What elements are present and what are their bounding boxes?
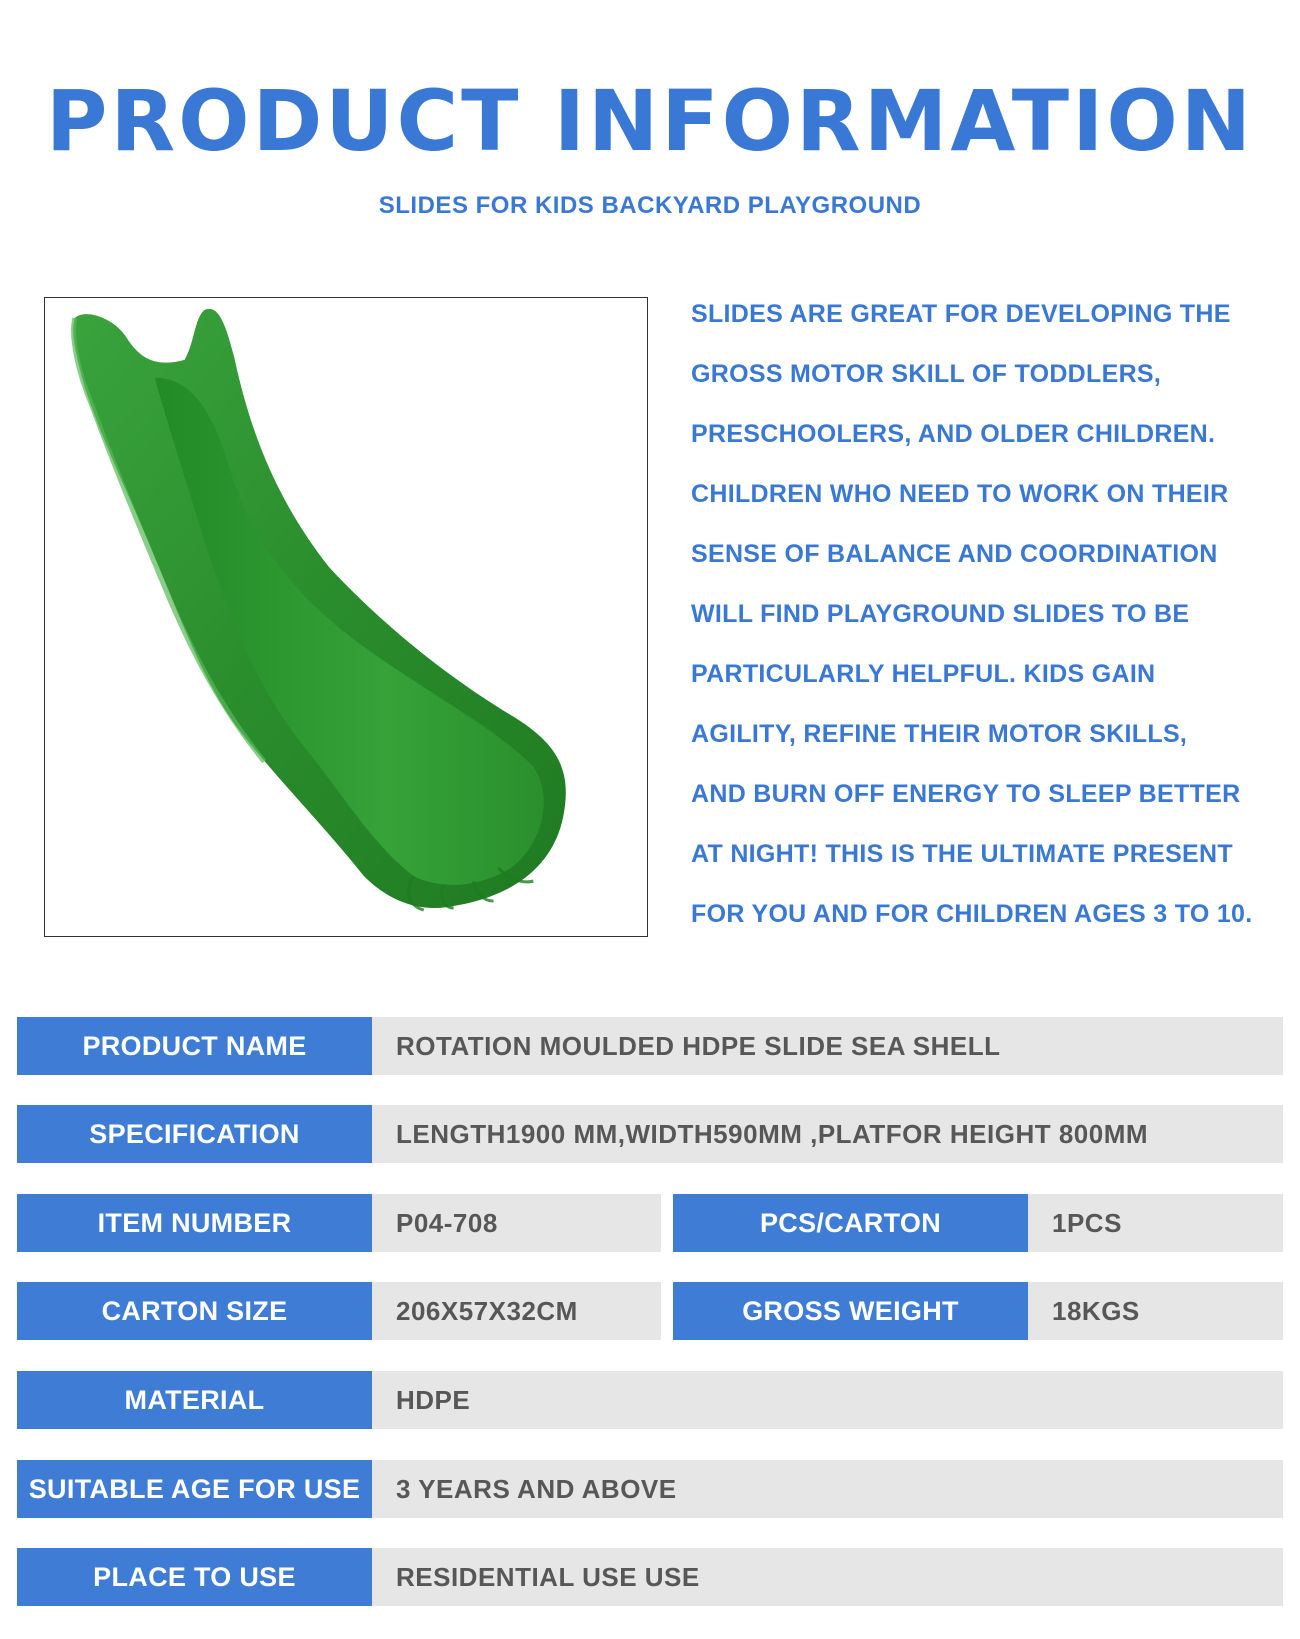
spec-value: 18KGS: [1028, 1282, 1283, 1340]
description-line: AGILITY, REFINE THEIR MOTOR SKILLS,: [691, 720, 1188, 748]
spec-value: 206X57X32CM: [372, 1282, 661, 1340]
description-line: AT NIGHT! THIS IS THE ULTIMATE PRESENT: [691, 840, 1233, 868]
description-line: SLIDES ARE GREAT FOR DEVELOPING THE: [691, 300, 1231, 328]
spec-value: ROTATION MOULDED HDPE SLIDE SEA SHELL: [372, 1017, 1283, 1075]
green-slide-illustration: [45, 298, 647, 936]
spec-row-material: [0, 1371, 1300, 1429]
description-line: CHILDREN WHO NEED TO WORK ON THEIR: [691, 480, 1229, 508]
spec-value: HDPE: [372, 1371, 1283, 1429]
spec-label: ITEM NUMBER: [17, 1194, 372, 1252]
spec-label: PRODUCT NAME: [17, 1017, 372, 1075]
spec-label: SPECIFICATION: [17, 1105, 372, 1163]
page-title: PRODUCT INFORMATION: [45, 72, 1255, 170]
spec-label: PLACE TO USE: [17, 1548, 372, 1606]
spec-label: GROSS WEIGHT: [673, 1282, 1028, 1340]
description-line: PRESCHOOLERS, AND OLDER CHILDREN.: [691, 420, 1216, 448]
description-line: GROSS MOTOR SKILL OF TODDLERS,: [691, 360, 1162, 388]
product-image: [44, 297, 648, 937]
spec-label: CARTON SIZE: [17, 1282, 372, 1340]
spec-row-item-number: [0, 1194, 1300, 1252]
spec-label: SUITABLE AGE FOR USE: [17, 1460, 372, 1518]
page-subtitle: SLIDES FOR KIDS BACKYARD PLAYGROUND: [378, 192, 922, 219]
spec-value: LENGTH1900 MM,WIDTH590MM ,PLATFOR HEIGHT 800MM: [372, 1105, 1283, 1163]
description-line: SENSE OF BALANCE AND COORDINATION: [691, 540, 1218, 568]
spec-row-suitable-age: [0, 1460, 1300, 1518]
spec-row-specification: [0, 1105, 1300, 1163]
spec-value: P04-708: [372, 1194, 661, 1252]
spec-value: 1PCS: [1028, 1194, 1283, 1252]
spec-label: MATERIAL: [17, 1371, 372, 1429]
spec-row-place-to-use: [0, 1548, 1300, 1606]
spec-row-product-name: [0, 1017, 1300, 1075]
spec-row-carton-size: [0, 1282, 1300, 1340]
spec-value: RESIDENTIAL USE USE: [372, 1548, 1283, 1606]
spec-label: PCS/CARTON: [673, 1194, 1028, 1252]
spec-value: 3 YEARS AND ABOVE: [372, 1460, 1283, 1518]
description-line: WILL FIND PLAYGROUND SLIDES TO BE: [691, 600, 1190, 628]
description-line: FOR YOU AND FOR CHILDREN AGES 3 TO 10.: [691, 900, 1253, 928]
description-line: AND BURN OFF ENERGY TO SLEEP BETTER: [691, 780, 1241, 808]
product-description: [691, 284, 1291, 944]
description-line: PARTICULARLY HELPFUL. KIDS GAIN: [691, 660, 1156, 688]
